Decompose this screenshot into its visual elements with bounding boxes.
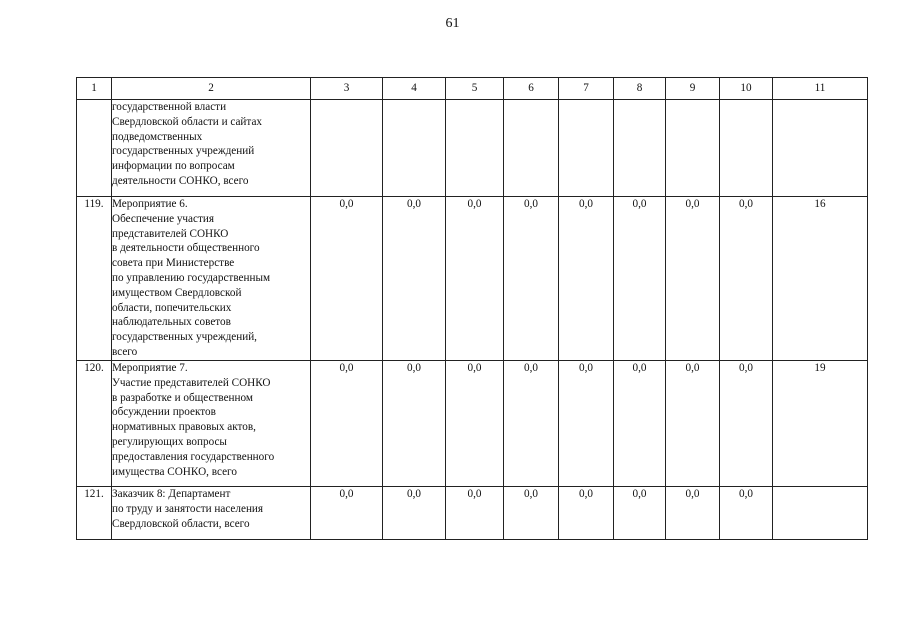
row-number: 120. (77, 361, 112, 487)
value-cell: 0,0 (311, 487, 383, 540)
value-cell: 0,0 (720, 487, 773, 540)
value-cell (504, 100, 559, 197)
row-name: государственной власти Свердловской области и сайтах подведомственных государственных учреждений информации по вопросам деятельности СОНКО, всего (112, 100, 311, 197)
column-header: 4 (383, 78, 446, 100)
value-cell: 0,0 (504, 361, 559, 487)
table-row (77, 361, 868, 487)
value-cell: 0,0 (383, 487, 446, 540)
row-name: Мероприятие 6. Обеспечение участия представителей СОНКО в деятельности общественного совета при Министерстве по управлению государственным имуществом Свердловской области, попечительских наблюдательных советов государственных учреждений, всего (112, 197, 311, 361)
table-row (77, 100, 868, 197)
value-cell: 0,0 (720, 197, 773, 361)
value-cell (559, 100, 614, 197)
header-row (77, 78, 868, 100)
budget-table (76, 77, 868, 540)
value-cell (614, 100, 666, 197)
value-cell: 0,0 (383, 361, 446, 487)
value-cell: 0,0 (559, 487, 614, 540)
value-cell: 0,0 (446, 197, 504, 361)
column-header: 3 (311, 78, 383, 100)
column-header: 11 (773, 78, 868, 100)
column-header: 8 (614, 78, 666, 100)
page-number: 61 (445, 16, 460, 31)
column-header: 7 (559, 78, 614, 100)
value-cell: 0,0 (720, 361, 773, 487)
value-cell: 0,0 (666, 197, 720, 361)
table-row (77, 197, 868, 361)
value-cell: 0,0 (666, 487, 720, 540)
value-cell: 0,0 (504, 487, 559, 540)
value-cell (383, 100, 446, 197)
column-header: 10 (720, 78, 773, 100)
value-cell: 0,0 (614, 197, 666, 361)
column-header: 1 (77, 78, 112, 100)
value-cell: 0,0 (614, 361, 666, 487)
column-11-cell (773, 487, 868, 540)
value-cell: 0,0 (614, 487, 666, 540)
value-cell: 0,0 (446, 487, 504, 540)
column-11-cell: 19 (773, 361, 868, 487)
row-name: Мероприятие 7. Участие представителей СОНКО в разработке и общественном обсуждении проектов нормативных правовых актов, регулирующих вопросы предоставления государственного имущества СОНКО, всего (112, 361, 311, 487)
row-number: 121. (77, 487, 112, 540)
column-header: 6 (504, 78, 559, 100)
column-header: 9 (666, 78, 720, 100)
column-11-cell (773, 100, 868, 197)
value-cell: 0,0 (504, 197, 559, 361)
table-row (77, 487, 868, 540)
value-cell: 0,0 (311, 361, 383, 487)
value-cell: 0,0 (311, 197, 383, 361)
row-number: 119. (77, 197, 112, 361)
row-number (77, 100, 112, 197)
value-cell (666, 100, 720, 197)
value-cell: 0,0 (383, 197, 446, 361)
row-name: Заказчик 8: Департамент по труду и занятости населения Свердловской области, всего (112, 487, 311, 540)
value-cell (446, 100, 504, 197)
value-cell: 0,0 (446, 361, 504, 487)
column-header: 2 (112, 78, 311, 100)
value-cell: 0,0 (559, 361, 614, 487)
value-cell: 0,0 (666, 361, 720, 487)
value-cell (311, 100, 383, 197)
value-cell (720, 100, 773, 197)
column-header: 5 (446, 78, 504, 100)
value-cell: 0,0 (559, 197, 614, 361)
column-11-cell: 16 (773, 197, 868, 361)
